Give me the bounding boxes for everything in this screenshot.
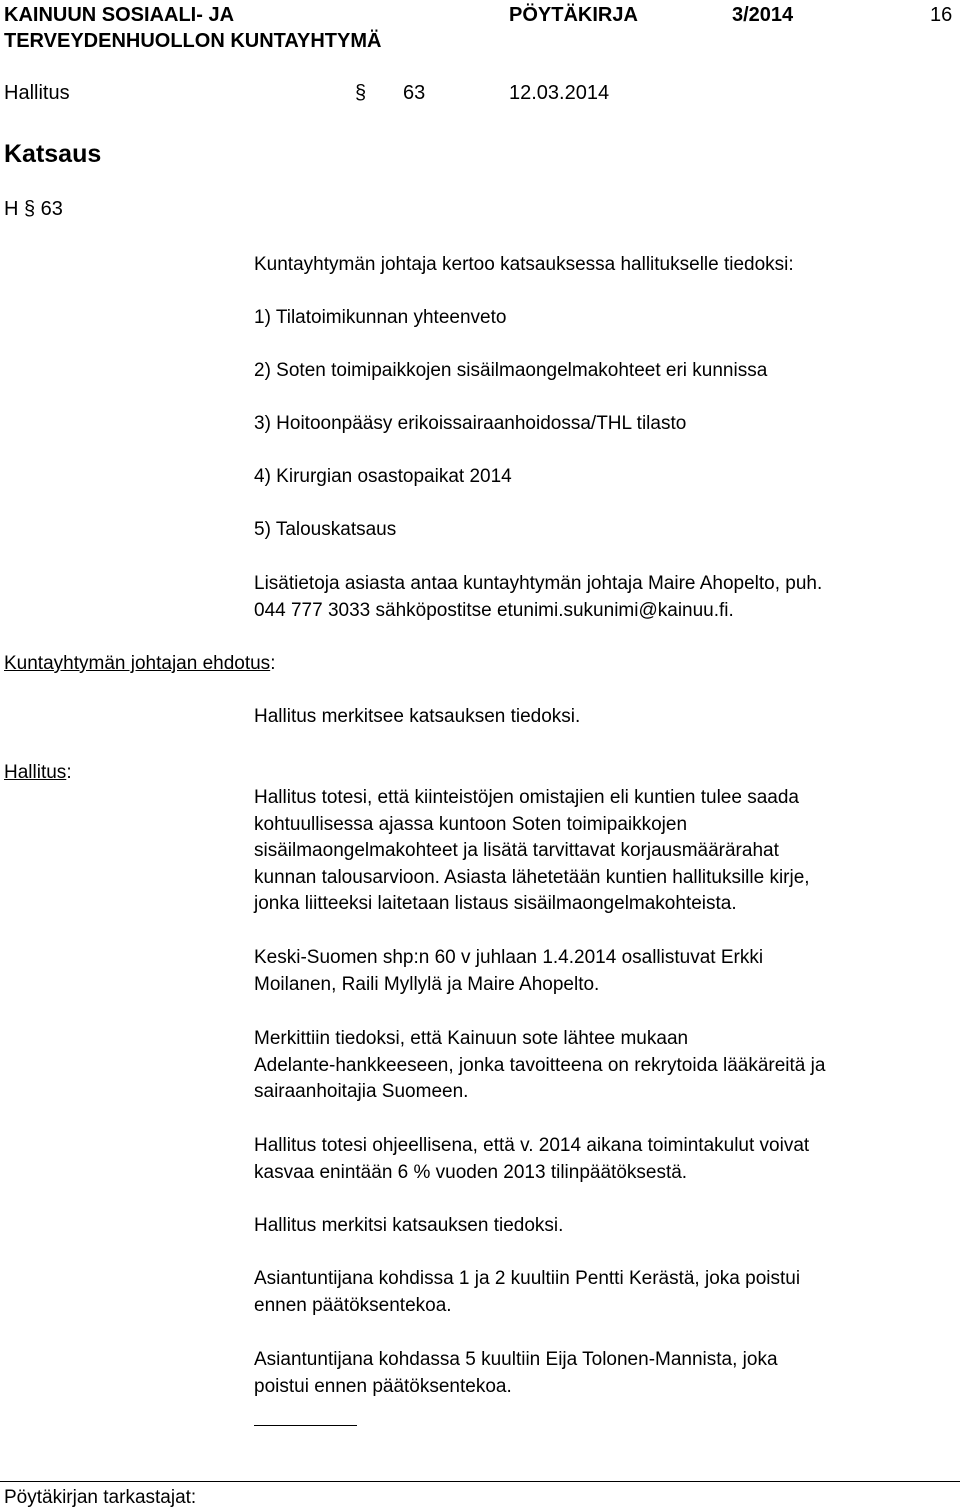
footer-label: Pöytäkirjan tarkastajat: xyxy=(4,1487,197,1508)
footer-rule xyxy=(0,1481,960,1482)
decision-paragraph: Hallitus totesi, että kiinteistöjen omistajien eli kuntien tulee saada kohtuullisessa ajassa kuntoon Soten toimipaikkojen sisäilmaongelmakohteet ja lisätä tarvittavat korjausmäärärahat kunnan talousarvioon. Asiasta lähetetään kuntien hallituksille kirje, jonka liitteeksi laitetaan listaus sisäilmaongelmakohteista. xyxy=(254,787,810,914)
contact-line-2: 044 777 3033 sähköpostitse etunimi.sukunimi@kainuu.fi. xyxy=(254,600,734,621)
item-code: H § 63 xyxy=(4,198,63,220)
section-sign-icon: § xyxy=(355,82,367,104)
list-item: 5) Talouskatsaus xyxy=(254,519,397,540)
decision-paragraph: Keski-Suomen shp:n 60 v juhlaan 1.4.2014 osallistuvat Erkki Moilanen, Raili Myllylä ja Maire Ahopelto. xyxy=(254,947,764,995)
decision-label: Hallitus: xyxy=(4,762,72,783)
decision-paragraph: Asiantuntijana kohdassa 5 kuultiin Eija Tolonen-Mannista, joka poistui ennen päätöksentekoa. xyxy=(254,1349,778,1397)
list-item: 4) Kirurgian osastopaikat 2014 xyxy=(254,466,512,487)
organization-name-line2: TERVEYDENHUOLLON KUNTAYHTYMÄ xyxy=(4,30,382,52)
page-number: 16 xyxy=(930,4,953,26)
decision-paragraph: Merkittiin tiedoksi, että Kainuun sote lähtee mukaan Adelante-hankkeeseen, jonka tavoitteena on rekrytoida lääkäreitä ja sairaanhoitajia Suomeen. xyxy=(254,1028,826,1102)
intro-text: Kuntayhtymän johtaja kertoo katsauksessa hallitukselle tiedoksi: xyxy=(254,254,794,275)
decision-paragraph: Hallitus merkitsi katsauksen tiedoksi. xyxy=(254,1215,564,1236)
document-type: PÖYTÄKIRJA xyxy=(509,4,638,26)
list-item: 3) Hoitoonpääsy erikoissairaanhoidossa/THL tilasto xyxy=(254,413,687,434)
list-item: 1) Tilatoimikunnan yhteenveto xyxy=(254,307,507,328)
proposal-label: Kuntayhtymän johtajan ehdotus: xyxy=(4,653,276,674)
decision-paragraph: Hallitus totesi ohjeellisena, että v. 2014 aikana toimintakulut voivat kasvaa enintään 6 % vuoden 2013 tilinpäätöksestä. xyxy=(254,1135,810,1183)
meeting-body: Hallitus xyxy=(4,82,70,104)
end-rule xyxy=(254,1425,357,1426)
organization-name-line1: KAINUUN SOSIAALI- JA xyxy=(4,4,235,26)
meeting-date: 12.03.2014 xyxy=(509,82,610,104)
meeting-section: 63 xyxy=(403,82,426,104)
document-number: 3/2014 xyxy=(732,4,794,26)
proposal-text: Hallitus merkitsee katsauksen tiedoksi. xyxy=(254,706,581,727)
list-item: 2) Soten toimipaikkojen sisäilmaongelmakohteet eri kunnissa xyxy=(254,360,768,381)
decision-paragraph: Asiantuntijana kohdissa 1 ja 2 kuultiin Pentti Kerästä, joka poistui ennen päätöksentekoa. xyxy=(254,1268,801,1316)
item-title: Katsaus xyxy=(4,140,102,168)
contact-line-1: Lisätietoja asiasta antaa kuntayhtymän johtaja Maire Ahopelto, puh. xyxy=(254,573,823,594)
